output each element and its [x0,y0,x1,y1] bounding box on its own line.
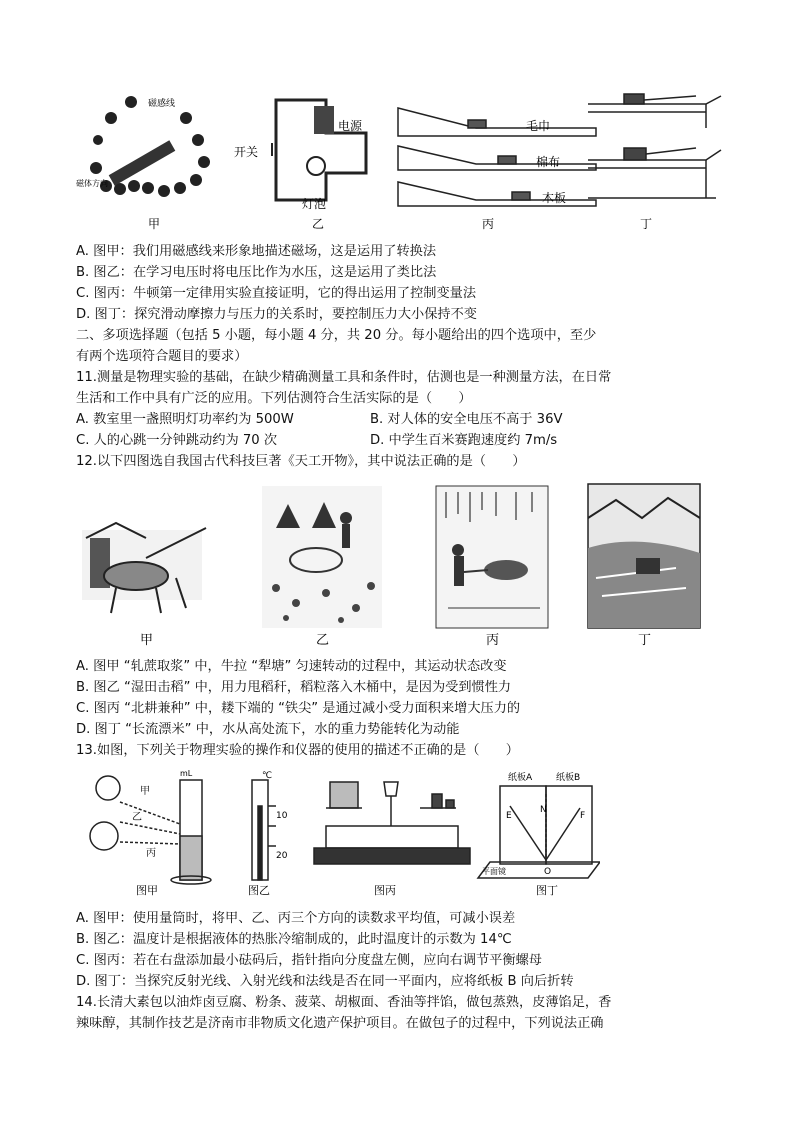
q11-option-b: B. 对人体的安全电压不高于 36V [370,412,563,427]
figure-row-1 [76,88,726,236]
q13-stem: 13.如图，下列关于物理实验的操作和仪器的使用的描述不正确的是（ ） [76,743,519,758]
fig1-caption-ding: 丁 [640,217,653,231]
q14-stem-cont: 辣味醇，其制作技艺是济南市非物质文化遗产保护项目。在做包子的过程中，下列说法正确 [76,1016,604,1031]
label-muban: 木板 [542,191,567,205]
q11-option-d: D. 中学生百米赛跑速度约 7m/s [370,433,558,448]
label-dengpao: 灯泡 [302,197,327,211]
fig3-label-O: O [544,867,552,877]
q11-option-c: C. 人的心跳一分钟跳动约为 70 次 [76,433,278,448]
section2-heading: 二、多项选择题（包括 5 小题，每小题 4 分，共 20 分。每小题给出的四个选项中，至少 [76,328,597,343]
fig3-label-t20: 20 [276,851,288,861]
fig3-label-jia: 甲 [140,786,150,797]
label-maojin: 毛巾 [526,119,551,133]
q11-option-a: A. 教室里一盏照明灯功率约为 500W [76,412,294,427]
q12-option-c: C. 图丙 “北耕兼种” 中，耧下端的 “铁尖” 是通过减小受力面积来增大压力的 [76,701,521,716]
graduated-cylinder-diagram [90,776,211,884]
tiangong-yi-image [262,486,382,628]
q13-option-d: D. 图丁：当探究反射光线、入射光线和法线是否在同一平面内，应将纸板 B 向后折转 [76,974,574,989]
fig3-label-E: E [506,811,512,821]
q14-stem: 14.长清大素包以油炸卤豆腐、粉条、菠菜、胡椒面、香油等拌馅，做包蒸熟，皮薄馅足，香 [76,995,612,1010]
reflection-diagram [478,786,600,878]
q10-option-a: A. 图甲：我们用磁感线来形象地描述磁场，这是运用了转换法 [76,244,437,259]
thermometer-diagram [252,780,276,880]
label-mianbu: 棉布 [536,155,561,169]
fig3-caption-ding: 图丁 [536,884,558,897]
label-cixian-dir: 磁体方向 [76,179,108,188]
fig3-label-F: F [580,811,586,821]
three-ramps-diagram [398,108,596,206]
fig2-caption-jia: 甲 [140,633,154,648]
q10-option-b: B. 图乙：在学习电压时将电压比作为水压，这是运用了类比法 [76,265,437,280]
friction-table-diagram [588,94,721,198]
fig1-caption-bing: 丙 [482,217,495,231]
tiangong-ding-image [588,484,700,628]
label-dianyuan: 电源 [338,119,363,133]
fig3-label-t10: 10 [276,811,288,821]
fig1-caption-jia: 甲 [148,217,161,231]
q10-option-d: D. 图丁：探究滑动摩擦力与压力的关系时，要控制压力大小保持不变 [76,307,477,322]
q12-option-b: B. 图乙 “湿田击稻” 中，用力甩稻秆，稻粒落入木桶中，是因为受到惯性力 [76,680,512,695]
figure-row-2 [76,478,726,648]
fig3-label-zhibanA: 纸板A [508,773,533,783]
section2-heading-cont: 有两个选项符合题目的要求） [76,349,248,364]
circuit-diagram [272,100,366,200]
figure-row-3 [80,766,600,906]
q12-option-d: D. 图丁 “长流漂米” 中，水从高处流下，水的重力势能转化为动能 [76,722,460,737]
q11-stem: 11.测量是物理实验的基础，在缺少精确测量工具和条件时，估测也是一种测量方法，在日常 [76,370,612,385]
tiangong-jia-image [82,523,206,613]
fig3-caption-bing: 图丙 [374,884,396,897]
fig2-caption-yi: 乙 [316,633,330,648]
fig3-label-degc: ℃ [262,771,273,781]
q10-option-c: C. 图丙：牛顿第一定律用实验直接证明，它的得出运用了控制变量法 [76,286,477,301]
label-cixian: 磁感线 [148,99,176,109]
fig3-label-N: N [540,805,547,815]
q12-stem: 12.以下四图选自我国古代科技巨著《天工开物》，其中说法正确的是（ ） [76,454,526,469]
fig2-caption-bing: 丙 [486,633,500,648]
tiangong-bing-image [436,486,548,628]
fig2-caption-ding: 丁 [638,633,652,648]
q13-option-b: B. 图乙：温度计是根据液体的热胀冷缩制成的，此时温度计的示数为 14℃ [76,932,512,947]
fig3-label-mirror: 平面镜 [482,867,506,876]
q13-option-c: C. 图丙：若在右盘添加最小砝码后，指针指向分度盘左侧，应向右调节平衡螺母 [76,953,542,968]
magnet-field-diagram [76,96,210,197]
balance-scale-diagram [314,782,470,864]
label-kaiguan: 开关 [234,145,259,159]
q13-option-a: A. 图甲：使用量筒时，将甲、乙、丙三个方向的读数求平均值，可减小误差 [76,911,516,926]
fig3-label-ml: mL [180,769,193,778]
q12-option-a: A. 图甲 “轧蔗取浆” 中，牛拉 “犁塘” 匀速转动的过程中，其运动状态改变 [76,659,507,674]
fig3-caption-jia: 图甲 [136,884,158,897]
q11-stem-cont: 生活和工作中具有广泛的应用。下列估测符合生活实际的是（ ） [76,391,472,406]
fig3-label-zhibanB: 纸板B [556,773,581,783]
fig3-label-yi: 乙 [132,812,142,823]
fig3-label-bing: 丙 [146,848,156,859]
fig3-caption-yi: 图乙 [248,884,270,897]
fig1-caption-yi: 乙 [312,217,325,231]
